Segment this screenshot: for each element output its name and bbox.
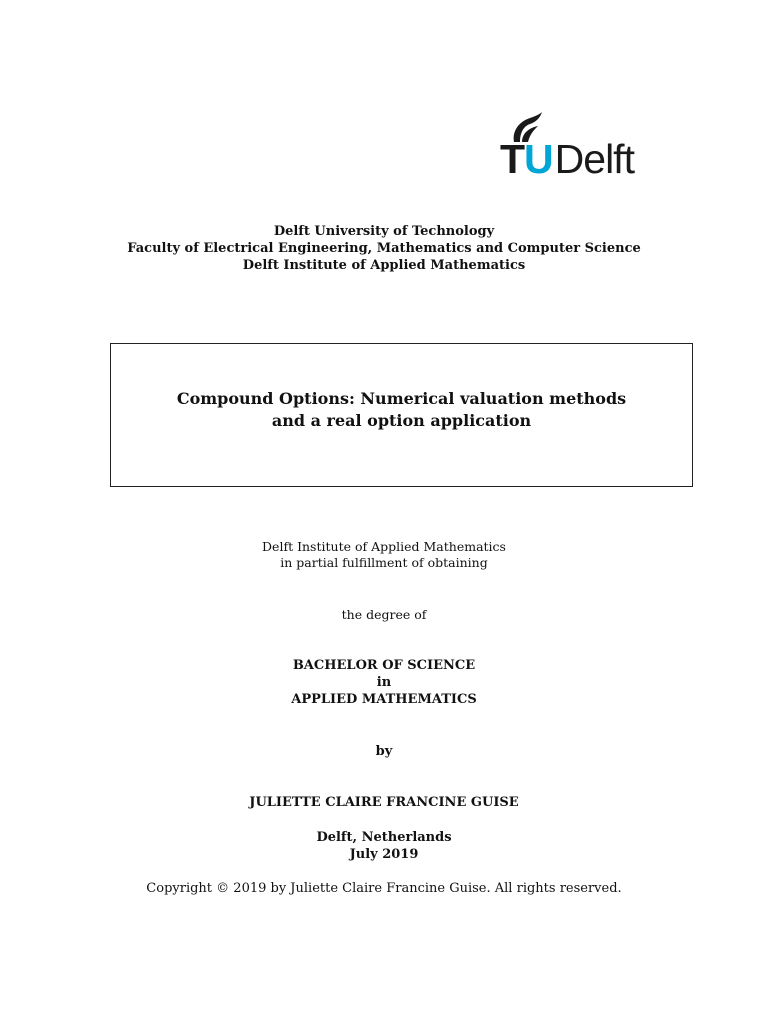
degree-line-1: BACHELOR OF SCIENCE [292, 658, 476, 673]
date-text: July 2019 [349, 847, 419, 862]
by-text: by [375, 744, 393, 759]
degree-line-3: APPLIED MATHEMATICS [291, 692, 477, 707]
thesis-title-line-1: Compound Options: Numerical valuation methods [176, 389, 627, 408]
submission-line-1: Delft Institute of Applied Mathematics [262, 539, 506, 554]
logo-letter-t: T [500, 136, 525, 182]
copyright-notice: Copyright © 2019 by Juliette Claire Francine Guise. All rights reserved. [146, 881, 622, 896]
thesis-title [111, 388, 692, 432]
faculty-name: Faculty of Electrical Engineering, Mathematics and Computer Science [127, 241, 641, 256]
institution-header [0, 223, 768, 274]
logo-wordmark [500, 134, 634, 184]
degree-block [0, 657, 768, 708]
degree-line-2: in [376, 675, 392, 690]
submission-line-2: in partial fulfillment of obtaining [280, 555, 488, 570]
logo-letter-u: U [524, 136, 553, 182]
title-box [110, 343, 693, 487]
submission-text [0, 539, 768, 571]
logo-word-delft: Delft [554, 136, 634, 182]
place-date [0, 829, 768, 863]
degree-of-text: the degree of [341, 607, 427, 622]
thesis-title-line-2: and a real option application [271, 411, 532, 430]
author-name: JULIETTE CLAIRE FRANCINE GUISE [249, 795, 519, 810]
tu-delft-logo [500, 112, 670, 182]
institute-name: Delft Institute of Applied Mathematics [242, 258, 526, 273]
university-name: Delft University of Technology [273, 224, 495, 239]
place-text: Delft, Netherlands [316, 830, 452, 845]
